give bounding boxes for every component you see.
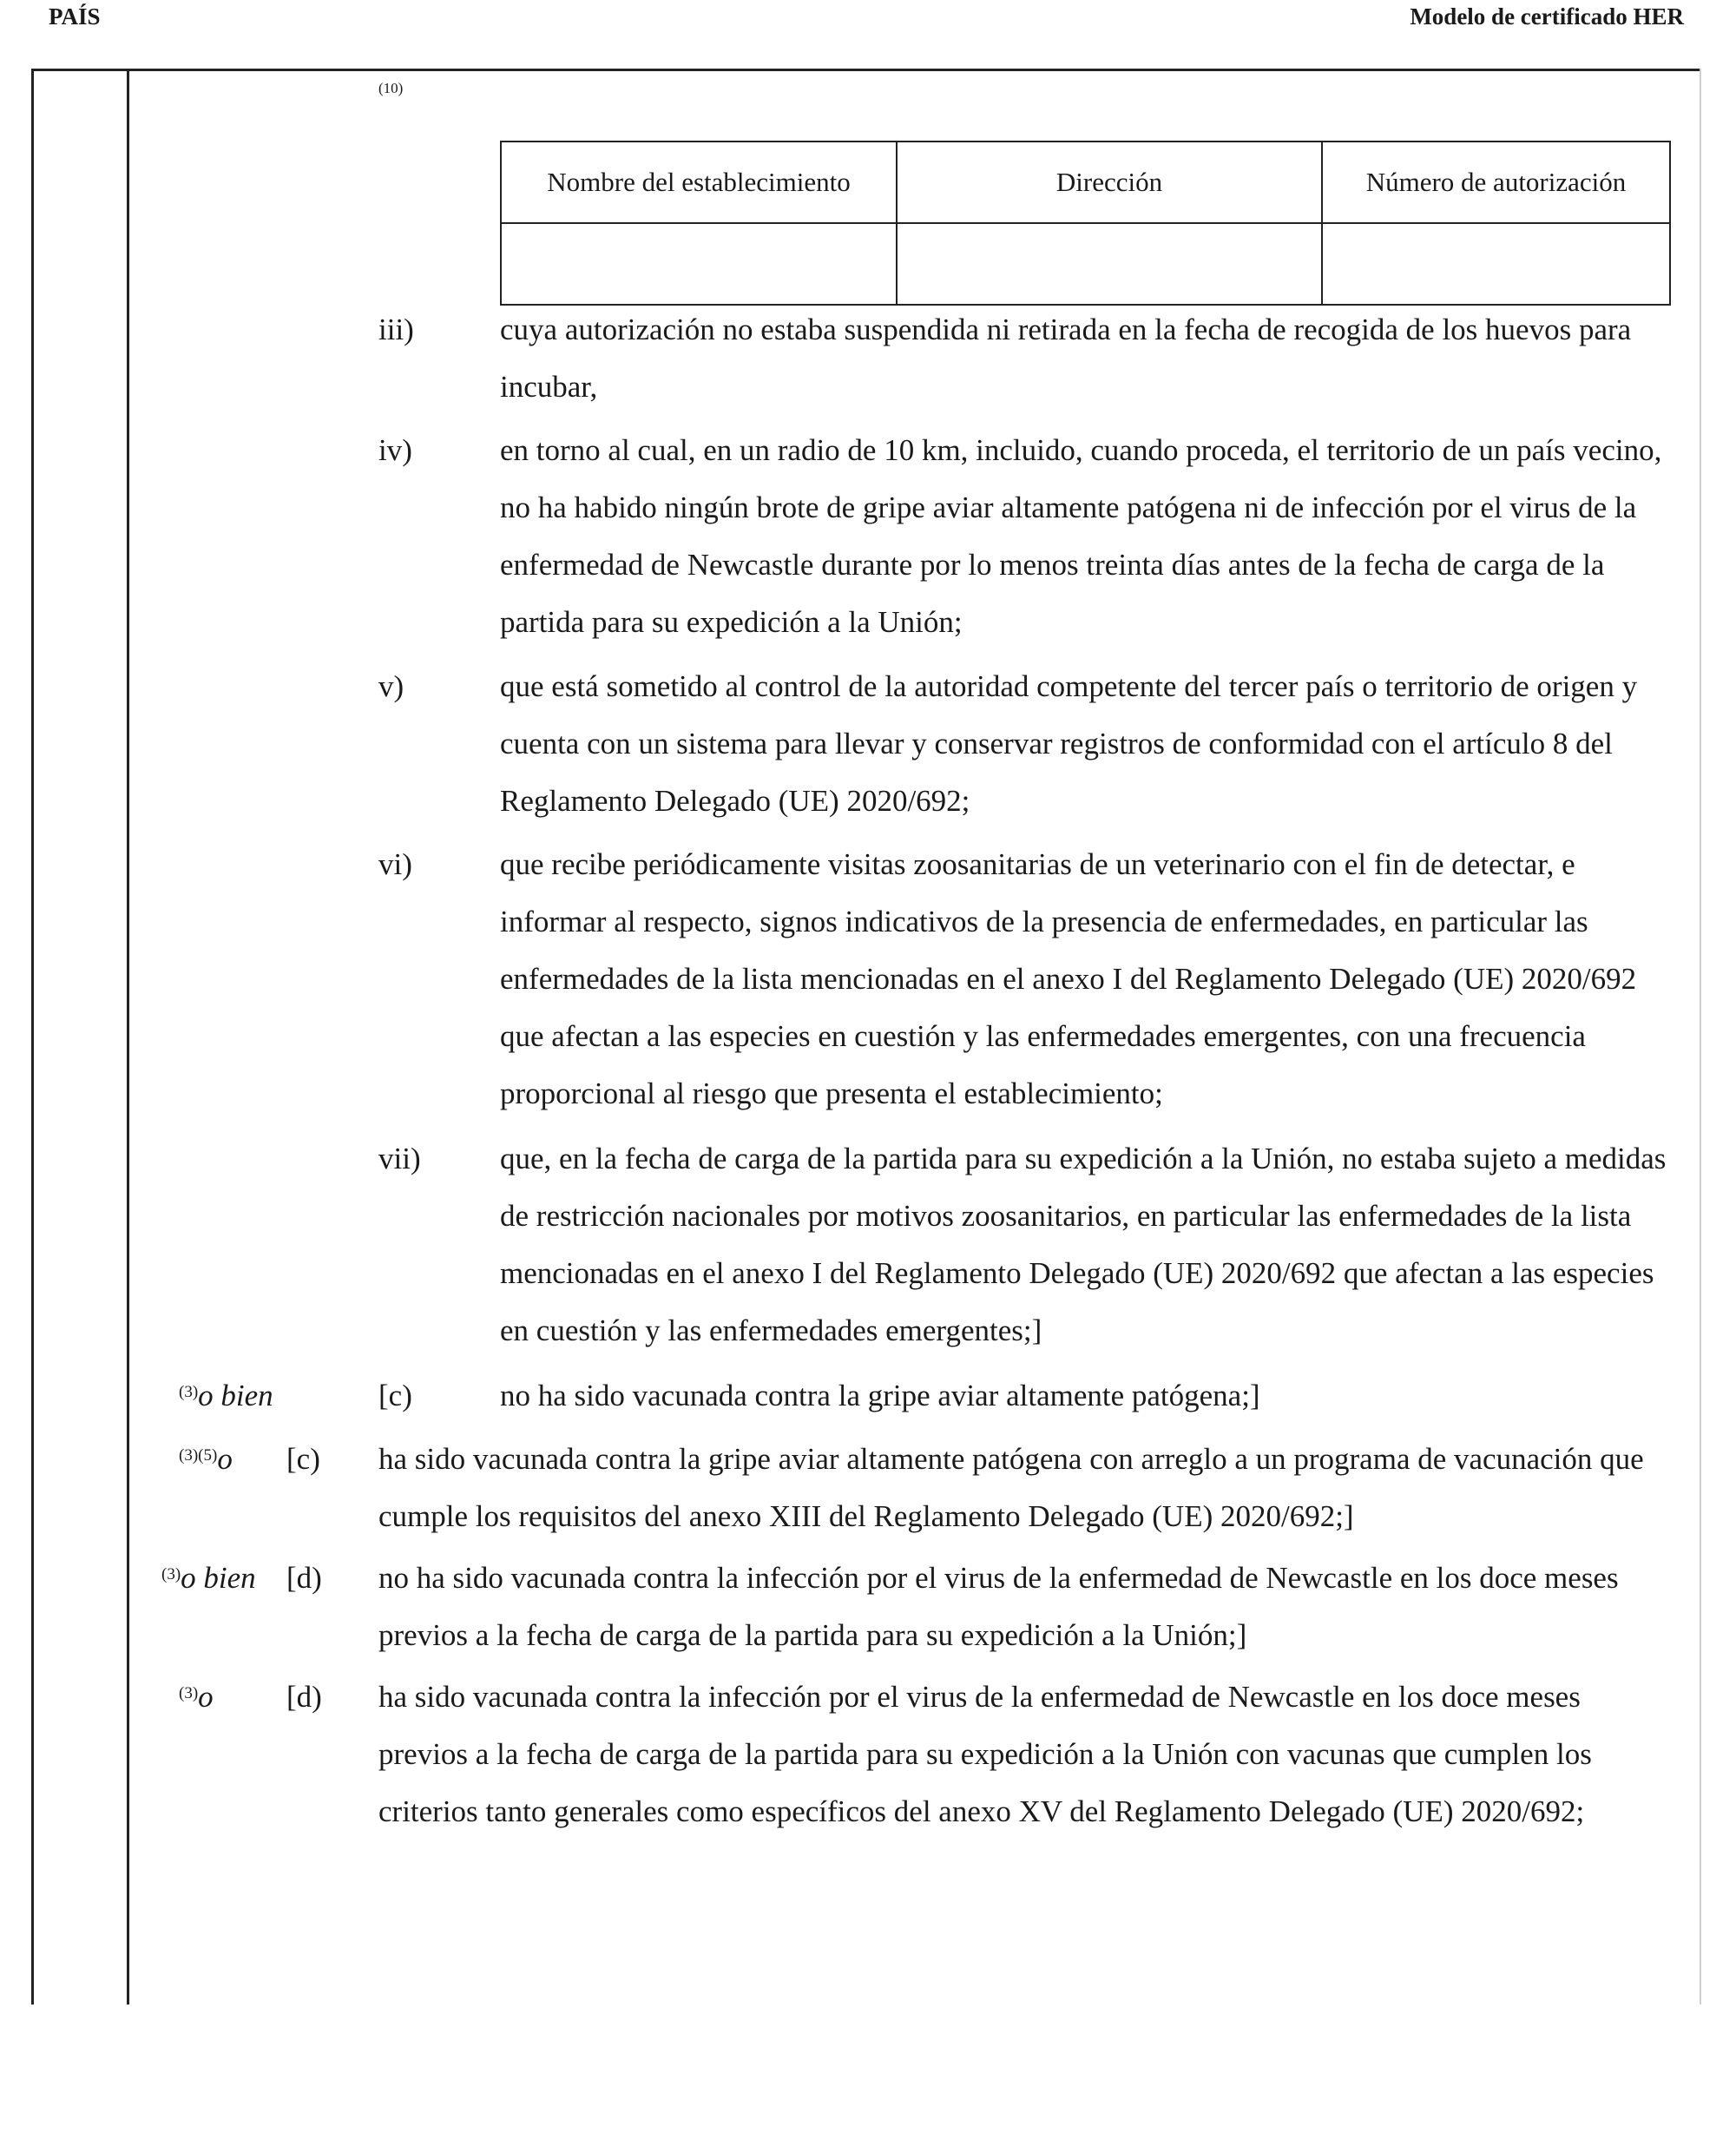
option-bracket-2: [c) bbox=[286, 1442, 320, 1476]
option-text-3: no ha sido vacunada contra la infección por el virus de la enfermedad de Newcastle en los doce meses previos a la fecha de carga de la partida para su expedición a la Unión;] bbox=[378, 1561, 1619, 1652]
item-text-iv: en torno al cual, en un radio de 10 km, incluido, cuando proceda, el territorio de un país vecino, no ha habido ningún brote de gripe aviar altamente patógena ni de infección por el virus de la enfermedad de Newcastle durante por lo menos treinta días antes de la fecha de carga de la partida para su expedición a la Unión; bbox=[500, 433, 1662, 639]
option-footnote-ref: (3)(5) bbox=[179, 1446, 218, 1465]
item-text-v: que está sometido al control de la autoridad competente del tercer país o territorio de origen y cuenta con un sistema para llevar y conservar registros de conformidad con el artículo 8 del Reglamento Delegado (UE) 2020/692; bbox=[500, 669, 1638, 818]
table-cell-establishment-name bbox=[501, 223, 897, 305]
option-text-4: ha sido vacunada contra la infección por el virus de la enfermedad de Newcastle en los doce meses previos a la fecha de carga de la partida para su expedición a la Unión con vacunas que cumplen los criterios tanto generales como específicos del anexo XV del Reglamento Delegado (UE) 2020/692; bbox=[378, 1680, 1592, 1828]
item-text-vi: que recibe periódicamente visitas zoosanitarias de un veterinario con el fin de detectar, e informar al respecto, signos indicativos de la presencia de enfermedades, en particular las enfermedades de la lista mencionadas en el anexo I del Reglamento Delegado (UE) 2020/692 que afectan a las especies en cuestión y las enfermedades emergentes, con una frecuencia proporcional al riesgo que presenta el establecimiento; bbox=[500, 847, 1637, 1110]
item-number-iii: iii) bbox=[378, 313, 414, 346]
option-prefix-label: o bbox=[217, 1442, 233, 1476]
table-row bbox=[501, 223, 1670, 305]
item-number-v: v) bbox=[378, 669, 404, 703]
header-certificate-model: Modelo de certificado HER bbox=[1410, 3, 1684, 30]
option-prefix-1 bbox=[179, 1367, 273, 1425]
option-text-1: no ha sido vacunada contra la gripe aviar altamente patógena;] bbox=[500, 1379, 1260, 1412]
establishment-table bbox=[500, 141, 1671, 306]
footnote-ref-10: (10) bbox=[378, 80, 404, 96]
table-cell-address bbox=[897, 223, 1322, 305]
option-bracket-3: [d) bbox=[286, 1561, 322, 1595]
header-country: PAÍS bbox=[49, 3, 101, 30]
option-prefix-label: o bien bbox=[181, 1561, 256, 1595]
option-footnote-ref: (3) bbox=[179, 1383, 199, 1401]
option-footnote-ref: (3) bbox=[179, 1684, 199, 1702]
option-bracket-4: [d) bbox=[286, 1680, 322, 1714]
table-cell-authorization-number bbox=[1322, 223, 1670, 305]
item-number-vii: vii) bbox=[378, 1142, 421, 1175]
option-prefix-2 bbox=[179, 1431, 233, 1488]
left-margin-line bbox=[31, 69, 34, 2005]
item-number-iv: iv) bbox=[378, 433, 412, 467]
option-bracket-1: [c) bbox=[378, 1379, 412, 1412]
col-header-address: Dirección bbox=[897, 142, 1322, 223]
item-text-iii: cuya autorización no estaba suspendida ni retirada en la fecha de recogida de los huevos para incubar, bbox=[500, 313, 1632, 404]
option-prefix-label: o bbox=[198, 1680, 214, 1714]
option-prefix-3 bbox=[161, 1550, 256, 1607]
right-margin-line bbox=[1700, 69, 1701, 2005]
col-header-establishment-name: Nombre del establecimiento bbox=[501, 142, 897, 223]
item-number-vi: vi) bbox=[378, 847, 412, 881]
option-prefix-4 bbox=[179, 1669, 214, 1726]
option-footnote-ref: (3) bbox=[161, 1565, 181, 1583]
table-header-row bbox=[501, 142, 1670, 223]
item-text-vii: que, en la fecha de carga de la partida para su expedición a la Unión, no estaba sujeto a medidas de restricción nacionales por motivos zoosanitarios, en particular las enfermedades de la lista mencionadas en el anexo I del Reglamento Delegado (UE) 2020/692 que afectan a las especies en cuestión y las enfermedades emergentes;] bbox=[500, 1142, 1667, 1347]
inner-margin-line bbox=[127, 69, 129, 2005]
option-text-2: ha sido vacunada contra la gripe aviar altamente patógena con arreglo a un programa de vacunación que cumple los requisitos del anexo XIII del Reglamento Delegado (UE) 2020/692;] bbox=[378, 1442, 1644, 1533]
col-header-authorization-number: Número de autorización bbox=[1322, 142, 1670, 223]
option-prefix-label: o bien bbox=[198, 1379, 273, 1412]
top-rule bbox=[31, 69, 1701, 71]
